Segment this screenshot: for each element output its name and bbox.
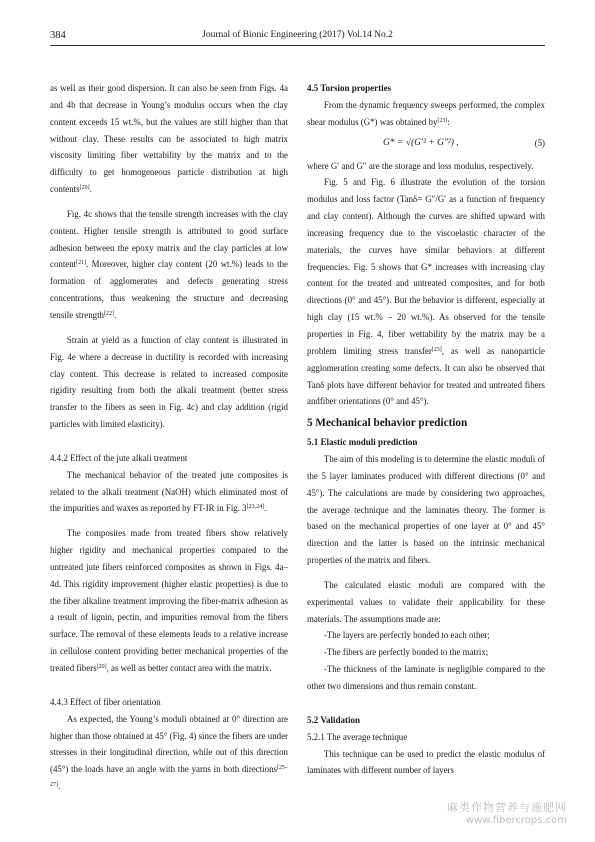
paragraph: This technique can be used to predict the elastic modulus of laminates with different number of layers <box>307 748 545 776</box>
paragraph: The aim of this modeling is to determine the elastic moduli of the 5 layer laminates produced with different directions (0° and 45°). The calculations are made by considering two approaches, the average technique and the laminates theory. The former is based on the mechanical properties of one layer at 0° and 45° direction and the latter is based on the intrinsic mechanical properties of the matrix and fibers. <box>307 454 545 566</box>
citation[interactable]: [22] <box>103 310 114 317</box>
paragraph: As expected, the Young’s moduli obtained at 0° direction are higher than those obtained at 45° (Fig. 4) since the fibers are under stresses in their longitudinal direction, while out of this direction (45°) the loads have an angle with the yarns in both directions[25–27]. <box>50 713 288 792</box>
journal-title: Journal of Bionic Engineering (2017) Vol.14 No.2 <box>202 30 393 40</box>
list-item: -The thickness of the laminate is negligible compared to the other two dimensions and thus remain constant. <box>307 664 545 691</box>
equation-body: G* = √(G′² + G″²) , <box>383 137 459 148</box>
paragraph: Fig. 4c shows that the tensile strength increases with the clay content. Higher tensile strength is attributed to good surface adhesion between the epoxy matrix and the clay particles at low content[21]. Moreover, higher clay content (20 wt.%) leads to the formation of agglomerates and defects generating stress concentrations, thus weakening the structure and decreasing tensile strength[22]. <box>50 208 288 320</box>
paragraph: The mechanical behavior of the treated jute composites is related to the alkali treatment (NaOH) which eliminated most of the impurities and waxes as reported by FT-IR in Fig. 3[23,24]. <box>50 469 288 514</box>
citation[interactable]: [21] <box>76 260 87 267</box>
paragraph: The calculated elastic moduli are compared with the experimental values to validate their applicability for these materials. The assumptions made are: <box>307 579 545 624</box>
paragraph: From the dynamic frequency sweeps performed, the complex shear modulus (G*) was obtained by[23]: <box>307 99 545 127</box>
left-column <box>50 80 288 795</box>
equation-number: (5) <box>534 137 545 148</box>
citation[interactable]: [20] <box>79 185 90 192</box>
section-heading: 5 Mechanical behavior prediction <box>307 417 468 430</box>
list-item: -The layers are perfectly bonded to each other; <box>323 630 490 641</box>
subsection-heading: 5.1 Elastic moduli prediction <box>307 437 418 448</box>
citation[interactable]: [23,24] <box>246 504 265 511</box>
citation[interactable]: [20] <box>96 664 107 670</box>
paragraph: The composites made from treated fibers show relatively higher rigidity and mechanical properties compared to the untreated jute fibers reinforced composites as shown in Figs. 4a–4d. This rigidity improvement (higher elastic properties) is due to the fiber alkaline treatment improving the fiber-matrix adhesion as a result of lignin, pectin, and impurities removal from the fibers surface. The removal of these elements leads to a relative increase in cellulose content providing better mechanical properties of the treated fibers[20], as well as better contact area with the matrix. <box>50 528 288 673</box>
right-column <box>307 80 545 779</box>
watermark-text: 麻类作物营养与施肥网 <box>447 801 567 814</box>
paragraph: as well as their good dispersion. It can also be seen from Figs. 4a and 4b that decrease in Young’s modulus occurs when the clay content exceeds 15 wt.%, but the values are still higher than that without clay. These results can be associated to high matrix viscosity limiting fiber wettability by the matrix and to the difficulty to get homogeneous particle distribution at high contents[20]. <box>50 83 288 195</box>
paragraph: Fig. 5 and Fig. 6 illustrate the evolution of the torsion modulus and loss factor (Tanδ= G″/G′ as a function of frequency and clay content). Although the curves are shifted upward with increasing frequency due to the viscoelastic character of the materials, the curves have similar behaviors at different frequencies. Fig. 5 shows that G* increases with increasing clay content for the treated and untreated composites, and for both directions (0° and 45°). But the behavior is different, especially at high clay (15 wt.% – 20 wt.%). As observed for the tensile properties in Fig. 4, fiber wettability by the matrix may be a problem limiting stress transfer[23], as well as nanoparticle agglomeration creating some defects. It can also be observed that Tanδ plots have different behavior for treated and untreated fibers andfiber orientations (0° and 45°). <box>307 177 545 407</box>
citation[interactable]: [23] <box>437 117 448 124</box>
equation <box>307 133 545 155</box>
page-number: 384 <box>50 30 66 41</box>
watermark-url: www.fibercrops.com <box>465 815 567 826</box>
paragraph: Strain at yield as a function of clay content is illustrated in Fig. 4e where a decrease in ductility is recorded with increasing clay content. This decrease is related to increased composite rigidity resulting from both the alkali treatment (better stress transfer to the fibers as seen in Fig. 4c) and clay addition (rigid particles with limited elasticity). <box>50 334 288 430</box>
paragraph: where G′ and G″ are the storage and loss modulus, respectively. <box>307 160 534 171</box>
watermark <box>447 799 567 826</box>
subsection-heading: 5.2 Validation <box>307 714 361 725</box>
citation[interactable]: [25–27] <box>50 765 288 789</box>
subsubsection-heading: 5.2.1 The average technique <box>307 731 408 742</box>
citation[interactable]: [23] <box>431 346 442 353</box>
section-heading: 4.5 Torsion properties <box>307 83 392 93</box>
subsection-heading: 4.4.3 Effect of fiber orientation <box>50 696 161 707</box>
running-header <box>50 30 545 46</box>
subsection-heading: 4.4.2 Effect of the jute alkali treatment <box>50 452 188 463</box>
list-item: -The fibers are perfectly bonded to the matrix; <box>323 647 489 658</box>
